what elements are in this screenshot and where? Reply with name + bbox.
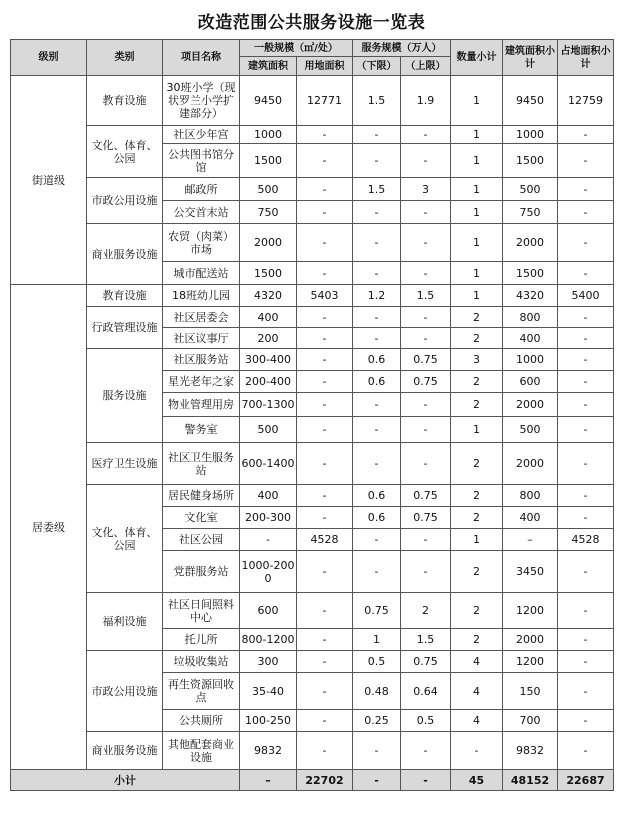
category-cell: 医疗卫生设施 xyxy=(87,443,163,485)
low-cell: 0.75 xyxy=(353,593,401,629)
build-cell: 400 xyxy=(240,485,297,507)
count-cell: 2 xyxy=(451,551,503,593)
count-cell: 2 xyxy=(451,593,503,629)
item-cell: 城市配送站 xyxy=(163,262,240,285)
high-cell: - xyxy=(401,224,451,262)
land-total-cell: 12759 xyxy=(558,76,614,126)
table-row xyxy=(11,126,614,144)
header-count: 数量小计 xyxy=(451,40,503,76)
land-cell: - xyxy=(297,349,353,371)
item-cell: 社区公园 xyxy=(163,529,240,551)
item-cell: 物业管理用房 xyxy=(163,393,240,417)
build-total-cell: 500 xyxy=(503,178,558,201)
category-cell: 福利设施 xyxy=(87,593,163,651)
category-cell: 市政公用设施 xyxy=(87,178,163,224)
land-total-cell: - xyxy=(558,673,614,710)
item-cell: 社区日间照料中心 xyxy=(163,593,240,629)
build-cell: 200 xyxy=(240,328,297,349)
build-cell: 700-1300 xyxy=(240,393,297,417)
land-cell: - xyxy=(297,443,353,485)
high-cell: - xyxy=(401,201,451,224)
build-cell: 300-400 xyxy=(240,349,297,371)
header-item: 项目名称 xyxy=(163,40,240,76)
land-cell: - xyxy=(297,417,353,443)
land-total-cell: - xyxy=(558,307,614,328)
low-cell: - xyxy=(353,144,401,178)
build-total-cell: 400 xyxy=(503,328,558,349)
table-row xyxy=(11,307,614,328)
build-total-cell: 600 xyxy=(503,371,558,393)
land-cell: - xyxy=(297,393,353,417)
table-row xyxy=(11,178,614,201)
build-cell: 1500 xyxy=(240,144,297,178)
build-total-cell: 2000 xyxy=(503,443,558,485)
item-cell: 30班小学（现状罗兰小学扩建部分） xyxy=(163,76,240,126)
count-cell: 4 xyxy=(451,651,503,673)
count-cell: 1 xyxy=(451,144,503,178)
item-cell: 公交首末站 xyxy=(163,201,240,224)
land-total-cell: - xyxy=(558,126,614,144)
item-cell: 再生资源回收点 xyxy=(163,673,240,710)
high-cell: - xyxy=(401,328,451,349)
land-total-cell: - xyxy=(558,551,614,593)
high-cell: 0.75 xyxy=(401,371,451,393)
level-cell: 街道级 xyxy=(11,76,87,285)
category-cell: 文化、体育、公园 xyxy=(87,126,163,178)
high-cell: - xyxy=(401,262,451,285)
land-cell: - xyxy=(297,307,353,328)
count-cell: - xyxy=(451,732,503,770)
build-total-cell: 1500 xyxy=(503,262,558,285)
build-total-cell: 1000 xyxy=(503,126,558,144)
header-service-group: 服务规模（万人） xyxy=(353,40,451,57)
count-cell: 1 xyxy=(451,178,503,201)
low-cell: - xyxy=(353,529,401,551)
item-cell: 托儿所 xyxy=(163,629,240,651)
land-total-cell: - xyxy=(558,371,614,393)
page-title: 改造范围公共服务设施一览表 xyxy=(197,13,426,33)
build-cell: 1000-2000 xyxy=(240,551,297,593)
item-cell: 农贸（肉菜）市场 xyxy=(163,224,240,262)
low-cell: 1.5 xyxy=(353,76,401,126)
item-cell: 公共图书馆分馆 xyxy=(163,144,240,178)
subtotal-label: 小计 xyxy=(11,770,240,791)
low-cell: 1.5 xyxy=(353,178,401,201)
land-cell: 5403 xyxy=(297,285,353,307)
high-cell: 0.64 xyxy=(401,673,451,710)
low-cell: - xyxy=(353,224,401,262)
build-total-cell: 400 xyxy=(503,507,558,529)
subtotal-high: - xyxy=(401,770,451,791)
low-cell: - xyxy=(353,443,401,485)
low-cell: 0.5 xyxy=(353,651,401,673)
land-cell: - xyxy=(297,673,353,710)
subtotal-land: 22702 xyxy=(297,770,353,791)
item-cell: 警务室 xyxy=(163,417,240,443)
land-total-cell: - xyxy=(558,629,614,651)
low-cell: 0.48 xyxy=(353,673,401,710)
category-cell: 服务设施 xyxy=(87,349,163,443)
land-total-cell: - xyxy=(558,651,614,673)
count-cell: 1 xyxy=(451,417,503,443)
category-cell: 教育设施 xyxy=(87,285,163,307)
header-build-area: 建筑面积 xyxy=(240,57,297,76)
header-high: （上限） xyxy=(401,57,451,76)
high-cell: - xyxy=(401,417,451,443)
land-cell: - xyxy=(297,551,353,593)
category-cell: 商业服务设施 xyxy=(87,224,163,285)
count-cell: 2 xyxy=(451,393,503,417)
item-cell: 党群服务站 xyxy=(163,551,240,593)
header-level: 级别 xyxy=(11,40,87,76)
subtotal-row xyxy=(11,770,614,791)
table-row xyxy=(11,593,614,629)
land-cell: - xyxy=(297,201,353,224)
low-cell: 0.6 xyxy=(353,371,401,393)
low-cell: - xyxy=(353,393,401,417)
land-cell: - xyxy=(297,371,353,393)
land-cell: - xyxy=(297,651,353,673)
build-cell: 200-400 xyxy=(240,371,297,393)
count-cell: 4 xyxy=(451,673,503,710)
high-cell: - xyxy=(401,126,451,144)
high-cell: 0.5 xyxy=(401,710,451,732)
build-total-cell: 1000 xyxy=(503,349,558,371)
count-cell: 1 xyxy=(451,126,503,144)
category-cell: 市政公用设施 xyxy=(87,651,163,732)
land-cell: 12771 xyxy=(297,76,353,126)
land-total-cell: - xyxy=(558,349,614,371)
count-cell: 3 xyxy=(451,349,503,371)
build-cell: 2000 xyxy=(240,224,297,262)
count-cell: 1 xyxy=(451,224,503,262)
land-total-cell: - xyxy=(558,201,614,224)
low-cell: 1 xyxy=(353,629,401,651)
low-cell: - xyxy=(353,126,401,144)
build-total-cell: 750 xyxy=(503,201,558,224)
count-cell: 1 xyxy=(451,76,503,126)
high-cell: 1.5 xyxy=(401,629,451,651)
item-cell: 社区少年宫 xyxy=(163,126,240,144)
header-land-total: 占地面积小计 xyxy=(558,40,614,76)
subtotal-land-total: 22687 xyxy=(558,770,614,791)
item-cell: 社区卫生服务站 xyxy=(163,443,240,485)
land-cell: 4528 xyxy=(297,529,353,551)
low-cell: - xyxy=(353,732,401,770)
low-cell: 0.25 xyxy=(353,710,401,732)
low-cell: - xyxy=(353,551,401,593)
high-cell: - xyxy=(401,551,451,593)
build-total-cell: 700 xyxy=(503,710,558,732)
high-cell: - xyxy=(401,732,451,770)
item-cell: 居民健身场所 xyxy=(163,485,240,507)
land-total-cell: 4528 xyxy=(558,529,614,551)
build-total-cell: 150 xyxy=(503,673,558,710)
high-cell: - xyxy=(401,529,451,551)
land-cell: - xyxy=(297,507,353,529)
subtotal-count: 45 xyxy=(451,770,503,791)
land-total-cell: - xyxy=(558,393,614,417)
build-total-cell: 2000 xyxy=(503,393,558,417)
land-total-cell: - xyxy=(558,710,614,732)
item-cell: 社区居委会 xyxy=(163,307,240,328)
header-category: 类别 xyxy=(87,40,163,76)
build-cell: 600-1400 xyxy=(240,443,297,485)
build-cell: 9450 xyxy=(240,76,297,126)
item-cell: 社区议事厅 xyxy=(163,328,240,349)
facilities-table xyxy=(10,39,614,791)
item-cell: 文化室 xyxy=(163,507,240,529)
build-total-cell: 1200 xyxy=(503,651,558,673)
build-cell: 100-250 xyxy=(240,710,297,732)
count-cell: 2 xyxy=(451,485,503,507)
count-cell: 1 xyxy=(451,262,503,285)
count-cell: 2 xyxy=(451,507,503,529)
count-cell: 1 xyxy=(451,285,503,307)
land-total-cell: - xyxy=(558,443,614,485)
land-total-cell: - xyxy=(558,593,614,629)
high-cell: 0.75 xyxy=(401,349,451,371)
low-cell: 0.6 xyxy=(353,349,401,371)
land-total-cell: - xyxy=(558,178,614,201)
item-cell: 垃圾收集站 xyxy=(163,651,240,673)
build-cell: - xyxy=(240,529,297,551)
build-total-cell: 2000 xyxy=(503,224,558,262)
build-cell: 300 xyxy=(240,651,297,673)
build-cell: 200-300 xyxy=(240,507,297,529)
build-total-cell: 9832 xyxy=(503,732,558,770)
subtotal-low: - xyxy=(353,770,401,791)
table-row xyxy=(11,285,614,307)
build-total-cell: 9450 xyxy=(503,76,558,126)
subtotal-build-total: 48152 xyxy=(503,770,558,791)
land-cell: - xyxy=(297,629,353,651)
build-total-cell: 1500 xyxy=(503,144,558,178)
high-cell: 0.75 xyxy=(401,651,451,673)
build-cell: 600 xyxy=(240,593,297,629)
build-cell: 1500 xyxy=(240,262,297,285)
build-cell: 35-40 xyxy=(240,673,297,710)
item-cell: 邮政所 xyxy=(163,178,240,201)
table-row xyxy=(11,349,614,371)
land-cell: - xyxy=(297,710,353,732)
land-total-cell: - xyxy=(558,144,614,178)
header-land-area: 用地面积 xyxy=(297,57,353,76)
build-cell: 500 xyxy=(240,417,297,443)
level-cell: 居委级 xyxy=(11,285,87,770)
count-cell: 2 xyxy=(451,371,503,393)
land-cell: - xyxy=(297,144,353,178)
table-row xyxy=(11,485,614,507)
land-total-cell: - xyxy=(558,224,614,262)
header-build-total: 建筑面积小计 xyxy=(503,40,558,76)
category-cell: 文化、体育、公园 xyxy=(87,485,163,593)
land-total-cell: 5400 xyxy=(558,285,614,307)
land-total-cell: - xyxy=(558,507,614,529)
category-cell: 商业服务设施 xyxy=(87,732,163,770)
high-cell: 1.9 xyxy=(401,76,451,126)
count-cell: 1 xyxy=(451,529,503,551)
count-cell: 2 xyxy=(451,443,503,485)
category-cell: 行政管理设施 xyxy=(87,307,163,349)
item-cell: 其他配套商业设施 xyxy=(163,732,240,770)
land-total-cell: - xyxy=(558,732,614,770)
build-total-cell: 800 xyxy=(503,307,558,328)
land-cell: - xyxy=(297,224,353,262)
high-cell: 1.5 xyxy=(401,285,451,307)
low-cell: 1.2 xyxy=(353,285,401,307)
land-cell: - xyxy=(297,593,353,629)
land-cell: - xyxy=(297,126,353,144)
build-cell: 750 xyxy=(240,201,297,224)
low-cell: 0.6 xyxy=(353,485,401,507)
build-cell: 400 xyxy=(240,307,297,328)
count-cell: 4 xyxy=(451,710,503,732)
high-cell: - xyxy=(401,393,451,417)
item-cell: 星光老年之家 xyxy=(163,371,240,393)
build-total-cell: 2000 xyxy=(503,629,558,651)
build-cell: 9832 xyxy=(240,732,297,770)
build-total-cell: – xyxy=(503,529,558,551)
item-cell: 18班幼儿园 xyxy=(163,285,240,307)
high-cell: 3 xyxy=(401,178,451,201)
high-cell: 0.75 xyxy=(401,507,451,529)
table-row xyxy=(11,651,614,673)
item-cell: 社区服务站 xyxy=(163,349,240,371)
land-total-cell: - xyxy=(558,262,614,285)
count-cell: 2 xyxy=(451,307,503,328)
build-total-cell: 3450 xyxy=(503,551,558,593)
low-cell: - xyxy=(353,262,401,285)
low-cell: - xyxy=(353,201,401,224)
high-cell: 2 xyxy=(401,593,451,629)
land-cell: - xyxy=(297,485,353,507)
count-cell: 1 xyxy=(451,201,503,224)
low-cell: - xyxy=(353,417,401,443)
item-cell: 公共厕所 xyxy=(163,710,240,732)
build-total-cell: 1200 xyxy=(503,593,558,629)
table-row xyxy=(11,224,614,262)
build-total-cell: 4320 xyxy=(503,285,558,307)
build-total-cell: 500 xyxy=(503,417,558,443)
header-scale-group: 一般规模（㎡/处） xyxy=(240,40,353,57)
land-cell: - xyxy=(297,178,353,201)
subtotal-build: – xyxy=(240,770,297,791)
high-cell: - xyxy=(401,144,451,178)
build-cell: 1000 xyxy=(240,126,297,144)
table-row xyxy=(11,732,614,770)
low-cell: - xyxy=(353,307,401,328)
land-cell: - xyxy=(297,262,353,285)
build-cell: 4320 xyxy=(240,285,297,307)
build-cell: 800-1200 xyxy=(240,629,297,651)
header-low: （下限） xyxy=(353,57,401,76)
count-cell: 2 xyxy=(451,629,503,651)
count-cell: 2 xyxy=(451,328,503,349)
land-total-cell: - xyxy=(558,485,614,507)
land-total-cell: - xyxy=(558,328,614,349)
table-row xyxy=(11,443,614,485)
build-cell: 500 xyxy=(240,178,297,201)
low-cell: 0.6 xyxy=(353,507,401,529)
high-cell: 0.75 xyxy=(401,485,451,507)
high-cell: - xyxy=(401,443,451,485)
land-total-cell: - xyxy=(558,417,614,443)
category-cell: 教育设施 xyxy=(87,76,163,126)
land-cell: - xyxy=(297,732,353,770)
table-row xyxy=(11,76,614,126)
land-cell: - xyxy=(297,328,353,349)
high-cell: - xyxy=(401,307,451,328)
build-total-cell: 800 xyxy=(503,485,558,507)
low-cell: - xyxy=(353,328,401,349)
